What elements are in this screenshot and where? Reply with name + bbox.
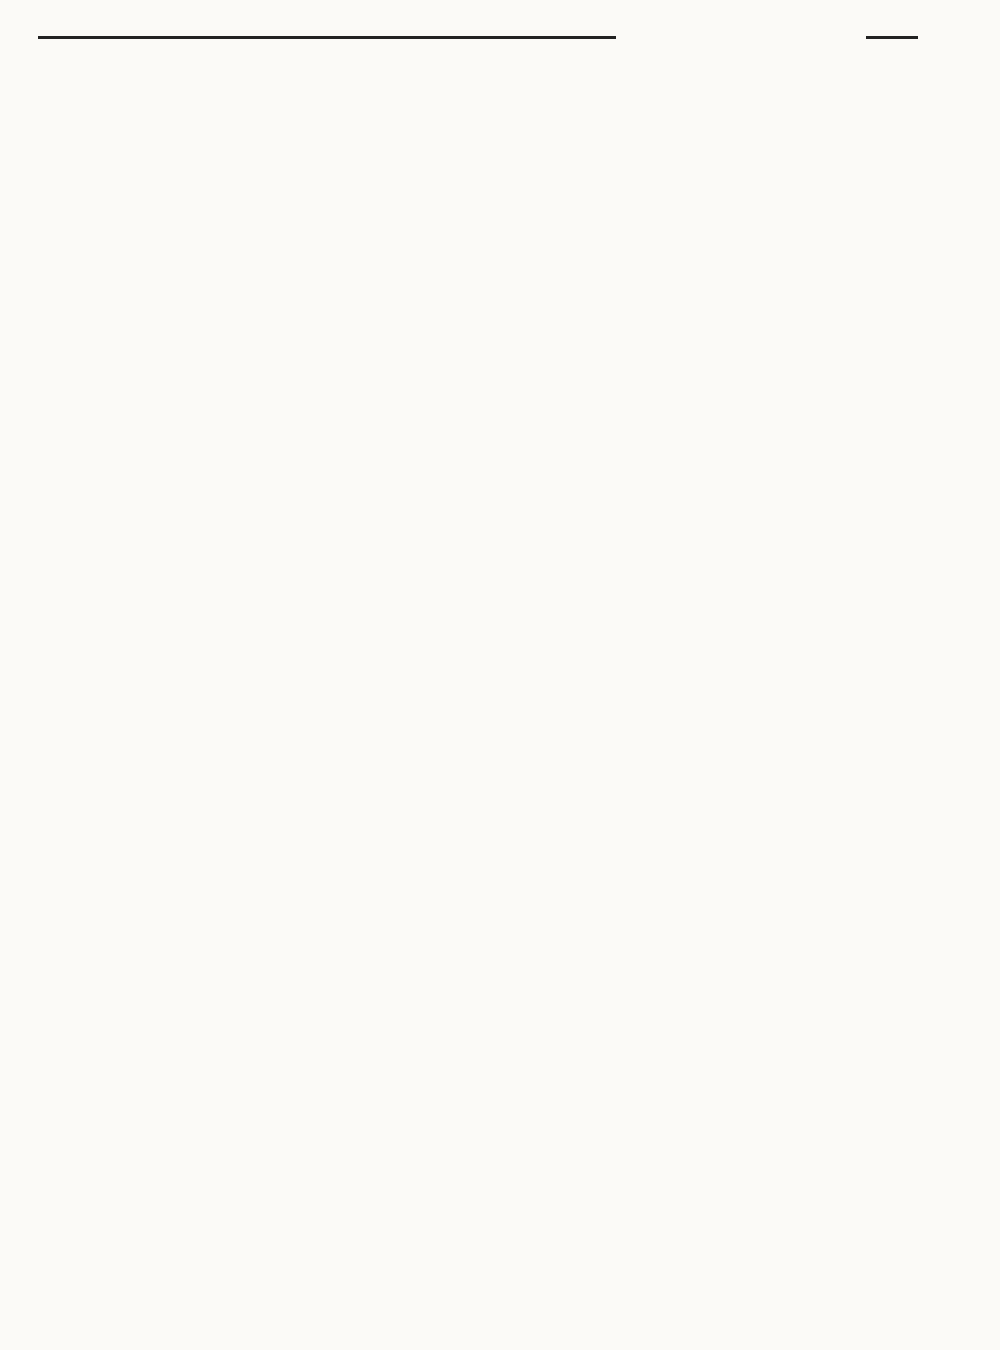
page-header (38, 18, 918, 58)
header-rule (38, 36, 616, 39)
right-column (496, 70, 924, 218)
left-column (38, 70, 466, 234)
header-rule (866, 36, 918, 39)
